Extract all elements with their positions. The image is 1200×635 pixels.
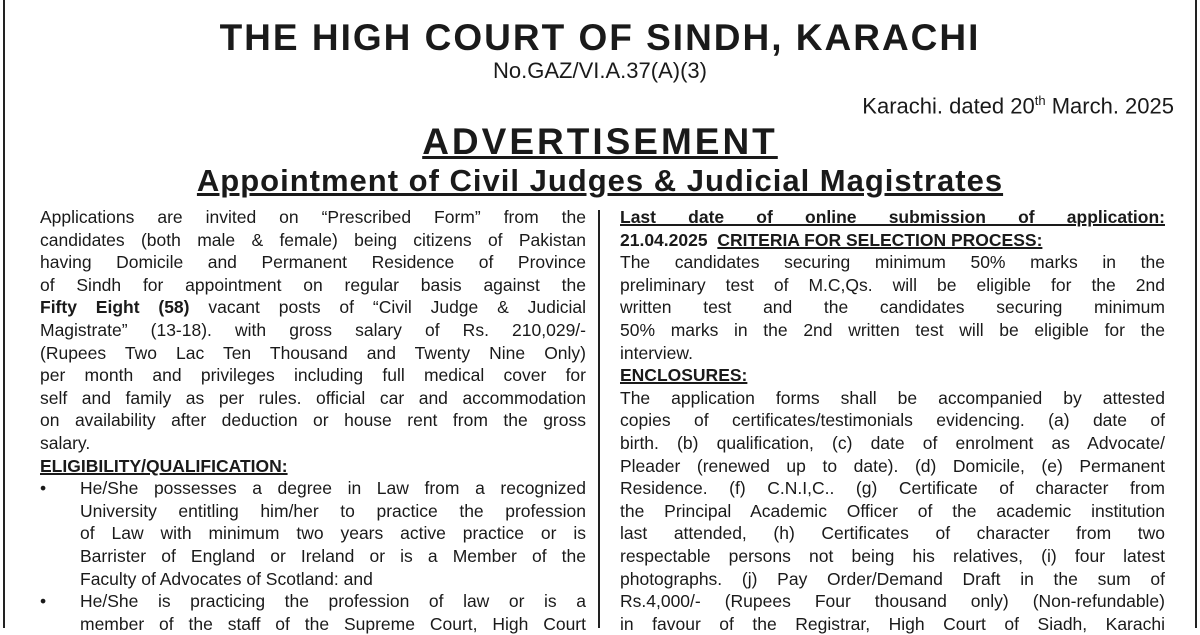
intro-line: salary. [40,432,91,453]
last-date-value: 21.04.2025 [620,229,708,250]
last-date-label: Last date of online submission of application: [620,207,1165,227]
bullet-icon: • [40,478,47,499]
enclosures-line: in favour of the Registrar, High Court of Siadh, Karachi [620,613,1165,634]
intro-line: (Rupees Two Lac Ten Thousand and Twenty Nine Only) [40,342,586,363]
bullet-line: Faculty of Advocates of Scotland: and [80,568,373,589]
enclosures-line: last attended, (h) Certificates of character from two [620,523,1165,544]
date-suffix: March. 2025 [1045,93,1174,119]
left-column [40,206,586,635]
advertisement-subheading: Appointment of Civil Judges & Judicial Magistrates [196,163,1004,198]
reference-number: No.GAZ/VI.A.37(A)(3) [493,58,707,83]
left-border [3,0,5,628]
posts-count: Fifty Eight (58) [40,297,190,318]
right-column [620,206,1165,635]
criteria-line: written test and the candidates securing minimum [620,297,1165,318]
enclosures-line: respectable persons not being his relatives, (i) four latest [620,545,1165,566]
bullet-line: Barrister of England or Ireland or is a Member of the [80,545,586,566]
enclosures-heading: ENCLOSURES: [620,365,748,386]
eligibility-bullet [40,590,586,635]
bullet-line: member of the staff of the Supreme Court, High Court [80,613,586,634]
enclosures-line: Rs.4,000/- (Rupees Four thousand only) (Non-refundable) [620,591,1165,612]
bullet-line: University entitling him/her to practice the profession [80,500,586,521]
intro-line: Magistrate” (13-18). with gross salary of Rs. 210,029/- [40,319,586,340]
column-divider [598,210,600,628]
bullet-line: He/She possesses a degree in Law from a recognized [80,478,586,499]
last-date-line [620,229,1165,252]
enclosures-line: Pleader (renewed up to date). (d) Domicile, (e) Permanent [620,455,1165,476]
eligibility-heading: ELIGIBILITY/QUALIFICATION: [40,455,288,476]
enclosures-line: birth. (b) qualification, (c) date of enrolment as Advocate/ [620,432,1165,453]
enclosures-line: The application forms shall be accompanied by attested [620,387,1165,408]
posts-text: vacant posts of “Civil Judge & Judicial [189,297,586,318]
bullet-line: He/She is practicing the profession of law or is a [80,591,586,612]
eligibility-bullet [40,477,586,590]
bullet-line: of Law with minimum two years active practice or is [80,523,586,544]
intro-line: on availability after deduction or house rent from the gross [40,410,586,431]
enclosures-line: the Principal Academic Officer of the academic institution [620,500,1165,521]
intro-line: per month and privileges including full medical cover for [40,365,586,386]
criteria-line: preliminary test of M.C,Qs. will be eligible for the 2nd [620,274,1165,295]
court-title: THE HIGH COURT OF SINDH, KARACHI [219,17,981,58]
criteria-heading: CRITERIA FOR SELECTION PROCESS: [717,229,1043,250]
criteria-line: 50% marks in the 2nd written test will be eligible for the [620,319,1165,340]
bullet-icon: • [40,591,47,612]
intro-line: candidates (both male & female) being citizens of Pakistan [40,229,586,250]
date-superscript: th [1034,93,1046,108]
criteria-line: The candidates securing minimum 50% marks in the [620,252,1165,273]
intro-line: Applications are invited on “Prescribed Form” from the [40,207,586,227]
intro-line: having Domicile and Permanent Residence of Province [40,252,586,273]
criteria-line: interview. [620,342,693,363]
intro-line: self and family as per rules. official car and accommodation [40,387,586,408]
advertisement-heading: ADVERTISEMENT [422,121,778,162]
enclosures-line: photographs. (j) Pay Order/Demand Draft in the sum of [620,568,1165,589]
intro-line-posts [40,296,586,319]
enclosures-line: Residence. (f) C.N.I,C.. (g) Certificate of character from [620,478,1165,499]
right-border [1195,0,1197,628]
enclosures-line: copies of certificates/testimonials evidencing. (a) date of [620,410,1165,431]
notice-date [862,86,1174,121]
intro-line: of Sindh for appointment on regular basis against the [40,274,586,295]
date-prefix: Karachi. dated 20 [862,93,1035,119]
